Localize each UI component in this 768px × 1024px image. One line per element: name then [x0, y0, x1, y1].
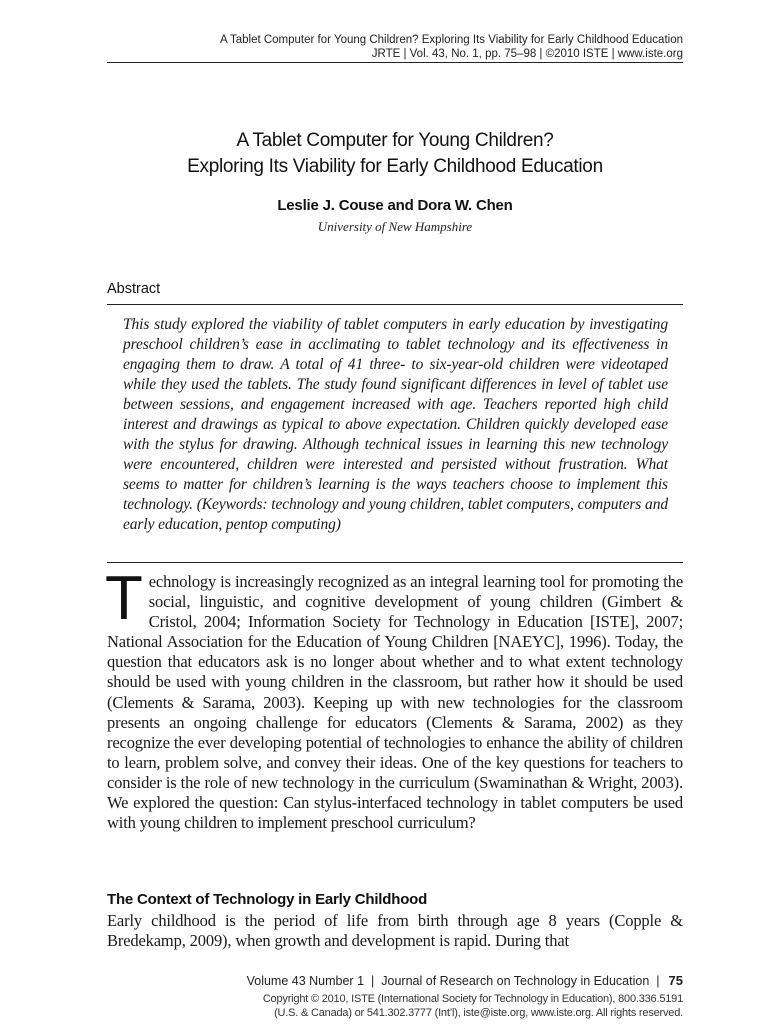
- abstract-heading: Abstract: [107, 281, 161, 297]
- footer-separator: |: [656, 974, 660, 988]
- running-head: [83, 33, 683, 61]
- drop-cap: T: [105, 564, 143, 633]
- footer-separator: |: [371, 974, 375, 988]
- copyright-line-2: (U.S. & Canada) or 541.302.3777 (Int’l), iste@iste.org, www.iste.org. All rights reserved.: [274, 1007, 683, 1019]
- section-heading: The Context of Technology in Early Childhood: [107, 891, 428, 908]
- abstract-top-divider: [107, 304, 683, 305]
- article-authors: Leslie J. Couse and Dora W. Chen: [277, 197, 513, 214]
- intro-paragraph-text: echnology is increasingly recognized as an integral learning tool for promoting the social, linguistic, and cognitive development of young children (Gimbert & Cristol, 2004; Information Society for Technology in Education [ISTE], 2007; National Association for the Education of Young Children [NAEYC], 1996). Today, the question that educators ask is no longer about whether and to what extent technology should be used with young children in the classroom, but rather how it should be used (Clements & Sarama, 2003). Keeping up with new technologies for the classroom presents an ongoing challenge for educators (Clements & Sarama, 2002) as they recognize the ever developing potential of technologies to enhance the ability of children to learn, problem solve, and convey their ideas. One of the key questions for teachers to consider is the role of new technology in the curriculum (Swaminathan & Wright, 2003). We explored the question: Can stylus-interfaced technology in tablet computers be used with young children to implement preschool curriculum?: [107, 572, 683, 833]
- author-affiliation: University of New Hampshire: [317, 219, 473, 234]
- article-title: [100, 128, 690, 180]
- running-head-citation: JRTE | Vol. 43, No. 1, pp. 75–98 | ©2010 ISTE | www.iste.org: [371, 48, 683, 60]
- footer-journal: Journal of Research on Technology in Education: [381, 974, 650, 988]
- running-head-title: A Tablet Computer for Young Children? Exploring Its Viability for Early Childhood Education: [219, 34, 683, 46]
- abstract-bottom-divider: [107, 562, 683, 563]
- section-paragraph: Early childhood is the period of life from birth through age 8 years (Copple & Bredekamp, 2009), when growth and development is rapid. During that: [107, 911, 683, 951]
- article-title-line-2: Exploring Its Viability for Early Childhood Education: [187, 156, 603, 177]
- copyright-line-1: Copyright © 2010, ISTE (International Society for Technology in Education), 800.336.5191: [262, 993, 683, 1005]
- page-number: 75: [668, 973, 683, 988]
- copyright-notice: [163, 992, 683, 1020]
- article-title-line-1: A Tablet Computer for Young Children?: [236, 130, 554, 151]
- footer-volume: Volume 43 Number 1: [246, 974, 365, 988]
- intro-paragraph: [105, 564, 683, 833]
- abstract-text: This study explored the viability of tablet computers in early education by investigating preschool children’s ease in acclimating to tablet technology and its effectiveness in engaging them to draw. A total of 41 three- to six-year-old children were videotaped while they used the tablets. The study found significant differences in level of tablet use between sessions, and engagement increased with age. Teachers reported high child interest and drawings as typical to above expectation. Children quickly developed ease with the stylus for drawing. Although technical issues in learning this new technology were encountered, children were interested and persisted without frustration. What seems to matter for children’s learning is the ways teachers choose to implement this technology. (Keywords: technology and young children, tablet computers, computers and early education, pentop computing): [123, 316, 668, 533]
- header-divider: [107, 62, 683, 63]
- page-footer: [247, 973, 683, 988]
